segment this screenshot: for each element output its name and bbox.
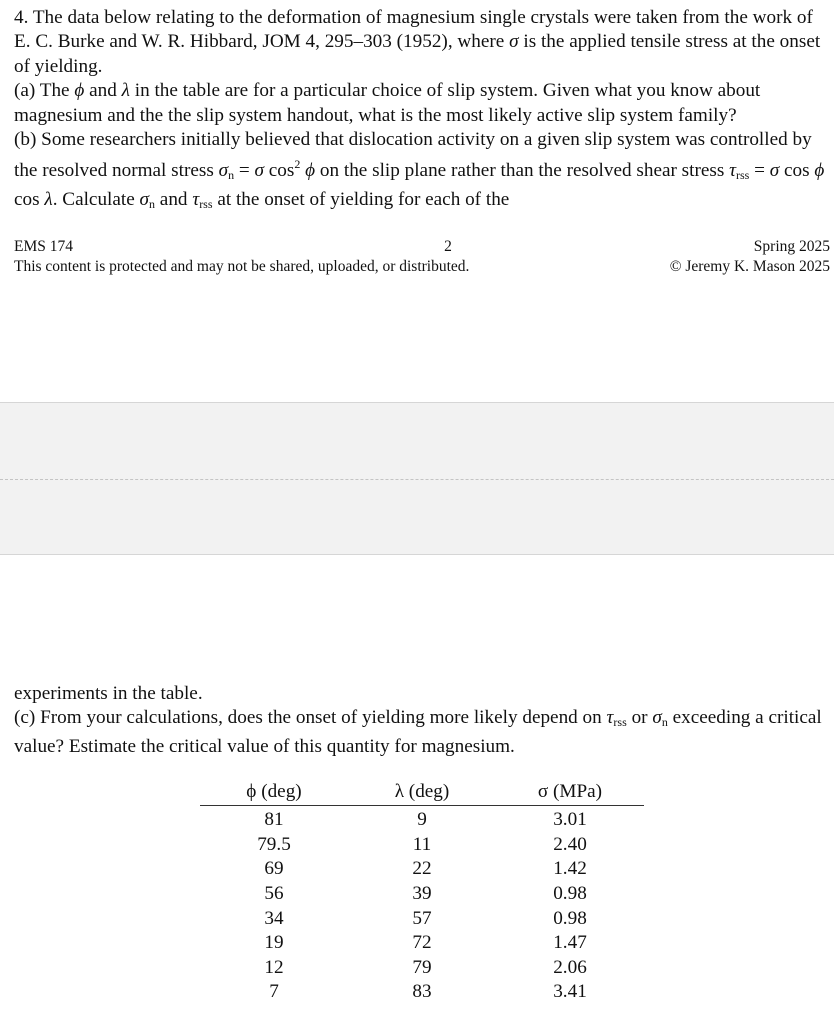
copyright-notice: This content is protected and may not be shared, uploaded, or distributed. — [14, 258, 470, 275]
part-b-continued: experiments in the table. — [14, 683, 203, 704]
problem-text-bottom — [14, 682, 830, 759]
data-table — [200, 779, 644, 1005]
lambda-cell: 79 — [412, 956, 432, 978]
lambda-cell: 22 — [412, 858, 432, 880]
problem-intro: 4. The data below relating to the deformation of magnesium single crystals were taken from the work of E. C. Burke and W. R. Hibbard, JOM 4, 295–303 (1952), where σ is the applied tensile stress at the onset of yielding. — [14, 7, 821, 77]
table-row — [200, 956, 644, 981]
sigma-cell: 0.98 — [553, 907, 587, 929]
sigma-cell: 0.98 — [553, 883, 587, 905]
copyright-holder: © Jeremy K. Mason 2025 — [669, 258, 830, 275]
page-break-band-top — [0, 402, 834, 480]
phi-cell: 34 — [264, 907, 284, 929]
table-row — [200, 906, 644, 931]
part-a: (a) The ϕ and λ in the table are for a particular choice of slip system. Given what you know about magnesium and the the slip system handout, what is the most likely active slip system family? — [14, 80, 761, 126]
table-row — [200, 806, 644, 833]
phi-cell: 56 — [264, 883, 284, 905]
header-lambda: λ (deg) — [348, 779, 496, 806]
sigma-cell: 1.42 — [553, 858, 587, 880]
header-sigma: σ (MPa) — [496, 779, 644, 806]
course-label: EMS 174 — [14, 238, 73, 255]
table-row — [200, 833, 644, 858]
table-row — [200, 931, 644, 956]
phi-cell: 7 — [269, 981, 279, 1003]
lambda-cell: 9 — [417, 809, 427, 831]
phi-cell: 19 — [264, 932, 284, 954]
table-row — [200, 980, 644, 1005]
table-header-row — [200, 779, 644, 806]
part-c: (c) From your calculations, does the onset of yielding more likely depend on $\tau_{rss}$ or $\sigma_n$ exceeding a critical value? Estimate the critical value of this quantity for magnesium. — [14, 707, 822, 757]
sigma-cell: 2.40 — [553, 833, 587, 855]
phi-cell: 81 — [264, 809, 284, 831]
table-row — [200, 857, 644, 882]
part-b: (b) Some researchers initially believed that dislocation activity on a given slip system was controlled by the resolved normal stress $\sigma_n = \sigma$ $\cos^2 \phi$ on the slip plane rather than the resolved shear stress $\tau_{rss} = \sigma$ cos ϕ cos λ. Calculate $\sigma_n$ and $\tau_{rss}$ at the onset of yielding for each of the — [14, 129, 825, 211]
sigma-cell: 1.47 — [553, 932, 587, 954]
sigma-cell: 2.06 — [553, 956, 587, 978]
problem-text-top — [14, 6, 830, 216]
page-break-band-bottom — [0, 480, 834, 555]
phi-cell: 12 — [264, 956, 284, 978]
table-row — [200, 882, 644, 907]
phi-cell: 69 — [264, 858, 284, 880]
lambda-cell: 39 — [412, 883, 432, 905]
sigma-cell: 3.41 — [553, 981, 587, 1003]
term-label: Spring 2025 — [753, 238, 830, 255]
lambda-cell: 57 — [412, 907, 432, 929]
page-footer — [14, 237, 830, 277]
lambda-cell: 11 — [412, 833, 432, 855]
lambda-cell: 83 — [412, 981, 432, 1003]
phi-cell: 79.5 — [257, 833, 291, 855]
page-number: 2 — [444, 238, 452, 255]
header-phi: ϕ (deg) — [200, 779, 348, 806]
sigma-cell: 3.01 — [553, 809, 587, 831]
lambda-cell: 72 — [412, 932, 432, 954]
